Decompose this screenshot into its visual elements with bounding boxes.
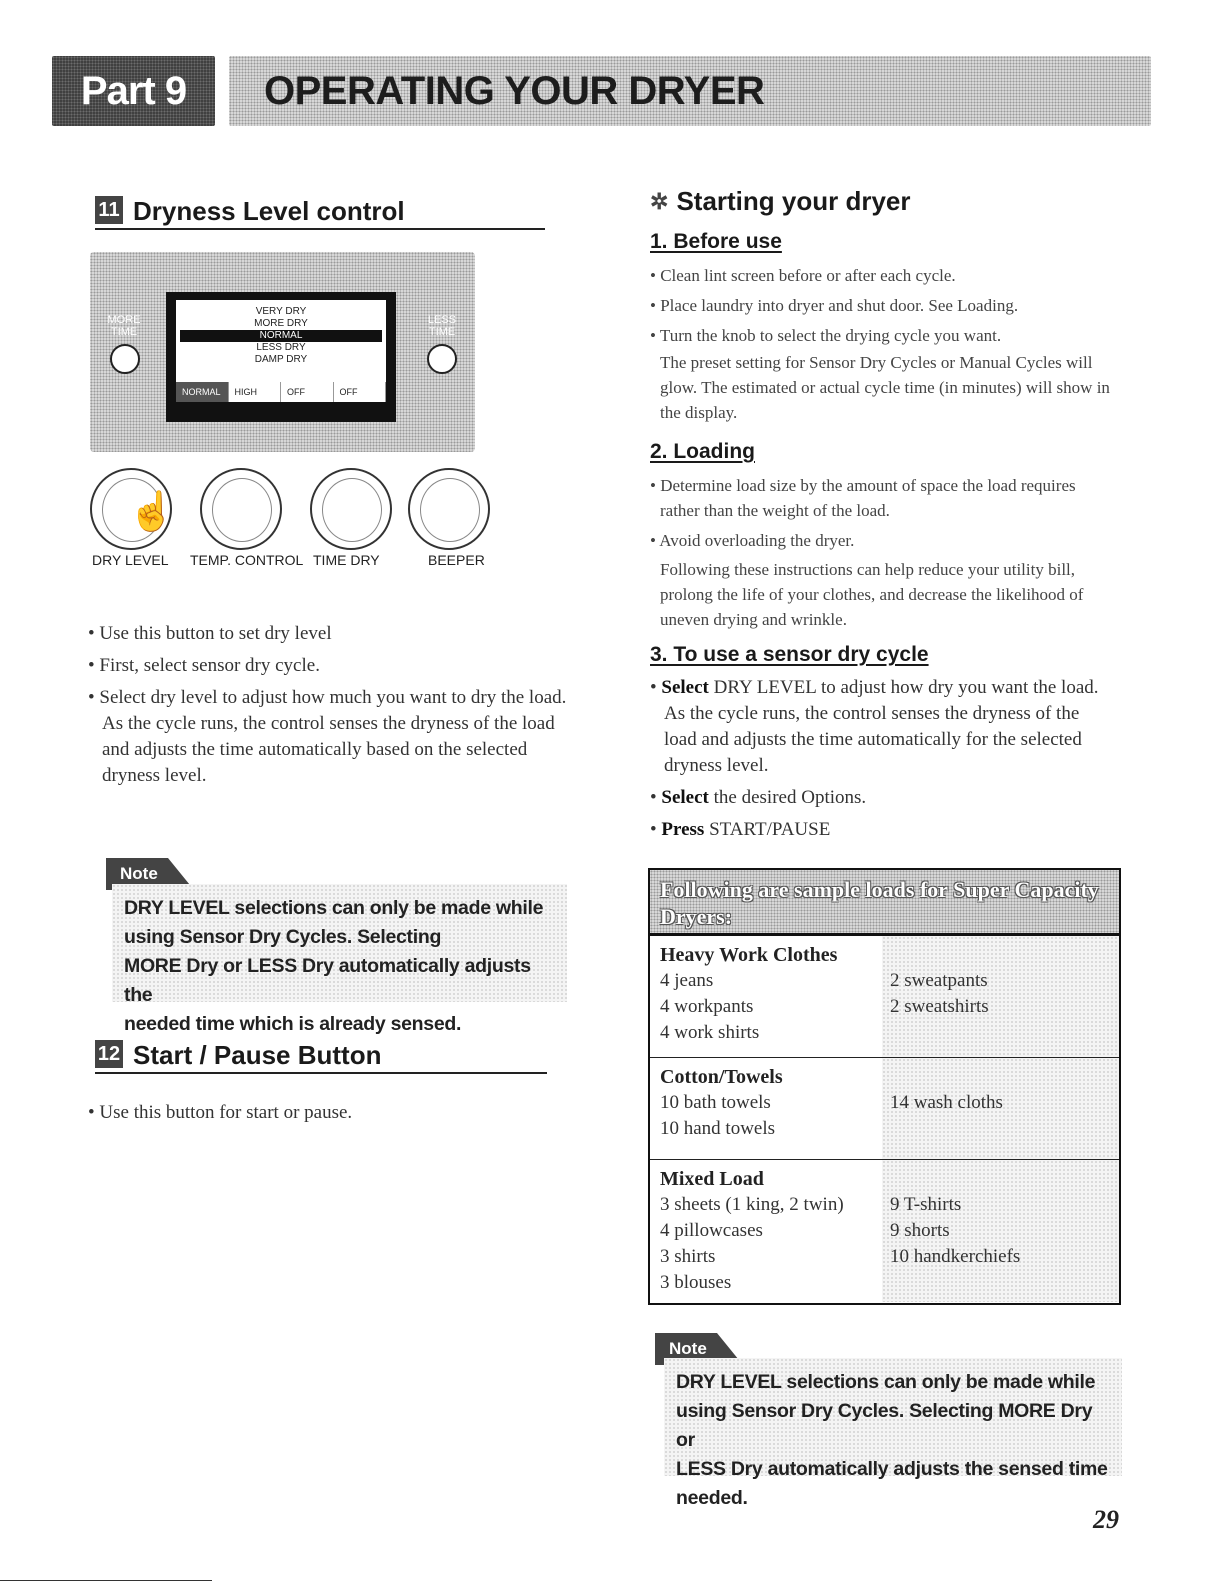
level-more-dry: MORE DRY [254, 318, 308, 329]
note-line: using Sensor Dry Cycles. Selecting MORE Dry or [676, 1400, 1093, 1451]
note-line: using Sensor Dry Cycles. Selecting [124, 926, 442, 948]
start-pause-title: Start / Pause Button [133, 1040, 382, 1070]
status-off-2: OFF [334, 382, 387, 402]
level-very-dry: VERY DRY [255, 306, 307, 317]
less-time-knob [427, 344, 457, 374]
pointing-hand-icon: ☝ [128, 491, 176, 533]
note-line: MORE Dry or LESS Dry automatically adjusts the [124, 955, 531, 1006]
page-number: 29 [1093, 1505, 1119, 1534]
start-pause-heading [95, 1040, 547, 1074]
list-item: • Place laundry into dryer and shut door. See Loading. [650, 293, 1110, 318]
note-badge-2: Note [655, 1333, 743, 1365]
sensor-heading: 3. To use a sensor dry cycle [650, 643, 929, 666]
level-normal-selected: NORMAL [180, 330, 382, 342]
knob-label-temp-control: TEMP. CONTROL [190, 552, 304, 568]
status-normal: NORMAL [176, 382, 229, 402]
note-line: DRY LEVEL selections can only be made while [124, 897, 544, 919]
table-row: 4 work shirts [660, 1022, 760, 1043]
load-group-mixed [650, 1160, 1119, 1302]
less-time-label: LESS TIME [427, 314, 457, 338]
load-group-heavy [650, 936, 1119, 1058]
section-number-11: 11 [95, 196, 123, 224]
list-item: • Select DRY LEVEL to adjust how dry you want the load. As the cycle runs, the control senses the dryness of the load and adjusts the time automatically for the selected dryness level. [650, 675, 1110, 779]
loading-heading: 2. Loading [650, 440, 755, 463]
note-line: needed time which is already sensed. [124, 1013, 462, 1035]
table-row: 3 blouses [660, 1272, 732, 1293]
knob-label-beeper: BEEPER [428, 552, 485, 568]
before-use-continuation: The preset setting for Sensor Dry Cycles or Manual Cycles will glow. The estimated or actual cycle time (in minutes) will show in the display. [660, 353, 1110, 422]
group-title: Heavy Work Clothes [660, 944, 838, 966]
loading-continuation: Following these instructions can help reduce your utility bill, prolong the life of your clothes, and decrease the likelihood of uneven drying and wrinkle. [660, 560, 1084, 629]
note-line: needed. [676, 1487, 748, 1509]
sensor-bullets [650, 675, 1110, 849]
list-item: • First, select sensor dry cycle. [88, 653, 568, 679]
dry-level-list [176, 300, 386, 395]
knob-label-dry-level: DRY LEVEL [92, 552, 169, 568]
group-title: Mixed Load [660, 1168, 764, 1190]
table-row: 10 bath towels 14 wash cloths [660, 1092, 1003, 1113]
list-item: • Avoid overloading the dryer. [650, 528, 1110, 553]
status-high: HIGH [229, 382, 282, 402]
table-row: 3 shirts 10 handkerchiefs [660, 1246, 1021, 1267]
list-item: • Clean lint screen before or after each cycle. [650, 263, 1110, 288]
list-item: • Turn the knob to select the drying cycle you want. [650, 323, 1110, 348]
start-pause-bullets [88, 1100, 568, 1132]
group-title: Cotton/Towels [660, 1066, 783, 1088]
lcd-display [166, 292, 396, 422]
table-row: 3 sheets (1 king, 2 twin) 9 T-shirts [660, 1194, 962, 1215]
note-line: DRY LEVEL selections can only be made while [676, 1371, 1096, 1393]
knob-label-time-dry: TIME DRY [313, 552, 380, 568]
table-row: 4 pillowcases 9 shorts [660, 1220, 950, 1241]
note-box-1 [112, 884, 567, 1035]
list-item: • Use this button to set dry level [88, 621, 568, 647]
part-tab [52, 56, 215, 126]
note-line: LESS Dry automatically adjusts the sensed time [676, 1458, 1108, 1480]
gear-icon: ✲ [650, 188, 669, 214]
level-less-dry: LESS DRY [256, 342, 306, 353]
loading-bullets [650, 473, 1110, 553]
list-item: • Use this button for start or pause. [88, 1100, 568, 1126]
dryness-heading [95, 196, 545, 230]
time-dry-knob [310, 468, 392, 550]
starting-title: Starting your dryer [676, 186, 911, 216]
before-use-heading: 1. Before use [650, 230, 782, 253]
list-item: • Press START/PAUSE [650, 817, 1110, 843]
more-time-label: MORE TIME [107, 314, 141, 338]
before-use-bullets [650, 263, 1110, 348]
load-group-cotton [650, 1058, 1119, 1160]
footer-rule [0, 1580, 212, 1581]
list-item: • Select the desired Options. [650, 785, 1110, 811]
sample-loads-table [648, 868, 1121, 1305]
dryness-bullets [88, 621, 568, 795]
part-label: Part 9 [80, 68, 187, 113]
dryness-title: Dryness Level control [133, 196, 405, 226]
table-row: 10 hand towels [660, 1118, 776, 1139]
beeper-knob [408, 468, 490, 550]
note-badge-1: Note [106, 858, 194, 890]
temp-control-knob [200, 468, 282, 550]
starting-heading [650, 186, 911, 217]
more-time-knob [110, 344, 140, 374]
table-row: 4 jeans 2 sweatpants [660, 970, 988, 991]
header-bar [229, 56, 1151, 126]
control-panel-figure [90, 252, 475, 452]
level-damp-dry: DAMP DRY [254, 354, 308, 365]
list-item: • Select dry level to adjust how much you want to dry the load. As the cycle runs, the control senses the dryness of the load and adjusts the time automatically based on the selected dryness level. [88, 685, 568, 789]
status-off-1: OFF [281, 382, 334, 402]
page-title: OPERATING YOUR DRYER [264, 68, 765, 113]
section-number-12: 12 [95, 1040, 123, 1068]
sample-loads-title: Following are sample loads for Super Capacity Dryers: [650, 870, 1119, 936]
status-row [176, 382, 386, 402]
list-item: • Determine load size by the amount of space the load requires rather than the weight of the load. [650, 473, 1110, 523]
table-row: 4 workpants 2 sweatshirts [660, 996, 989, 1017]
note-box-2 [664, 1358, 1122, 1509]
